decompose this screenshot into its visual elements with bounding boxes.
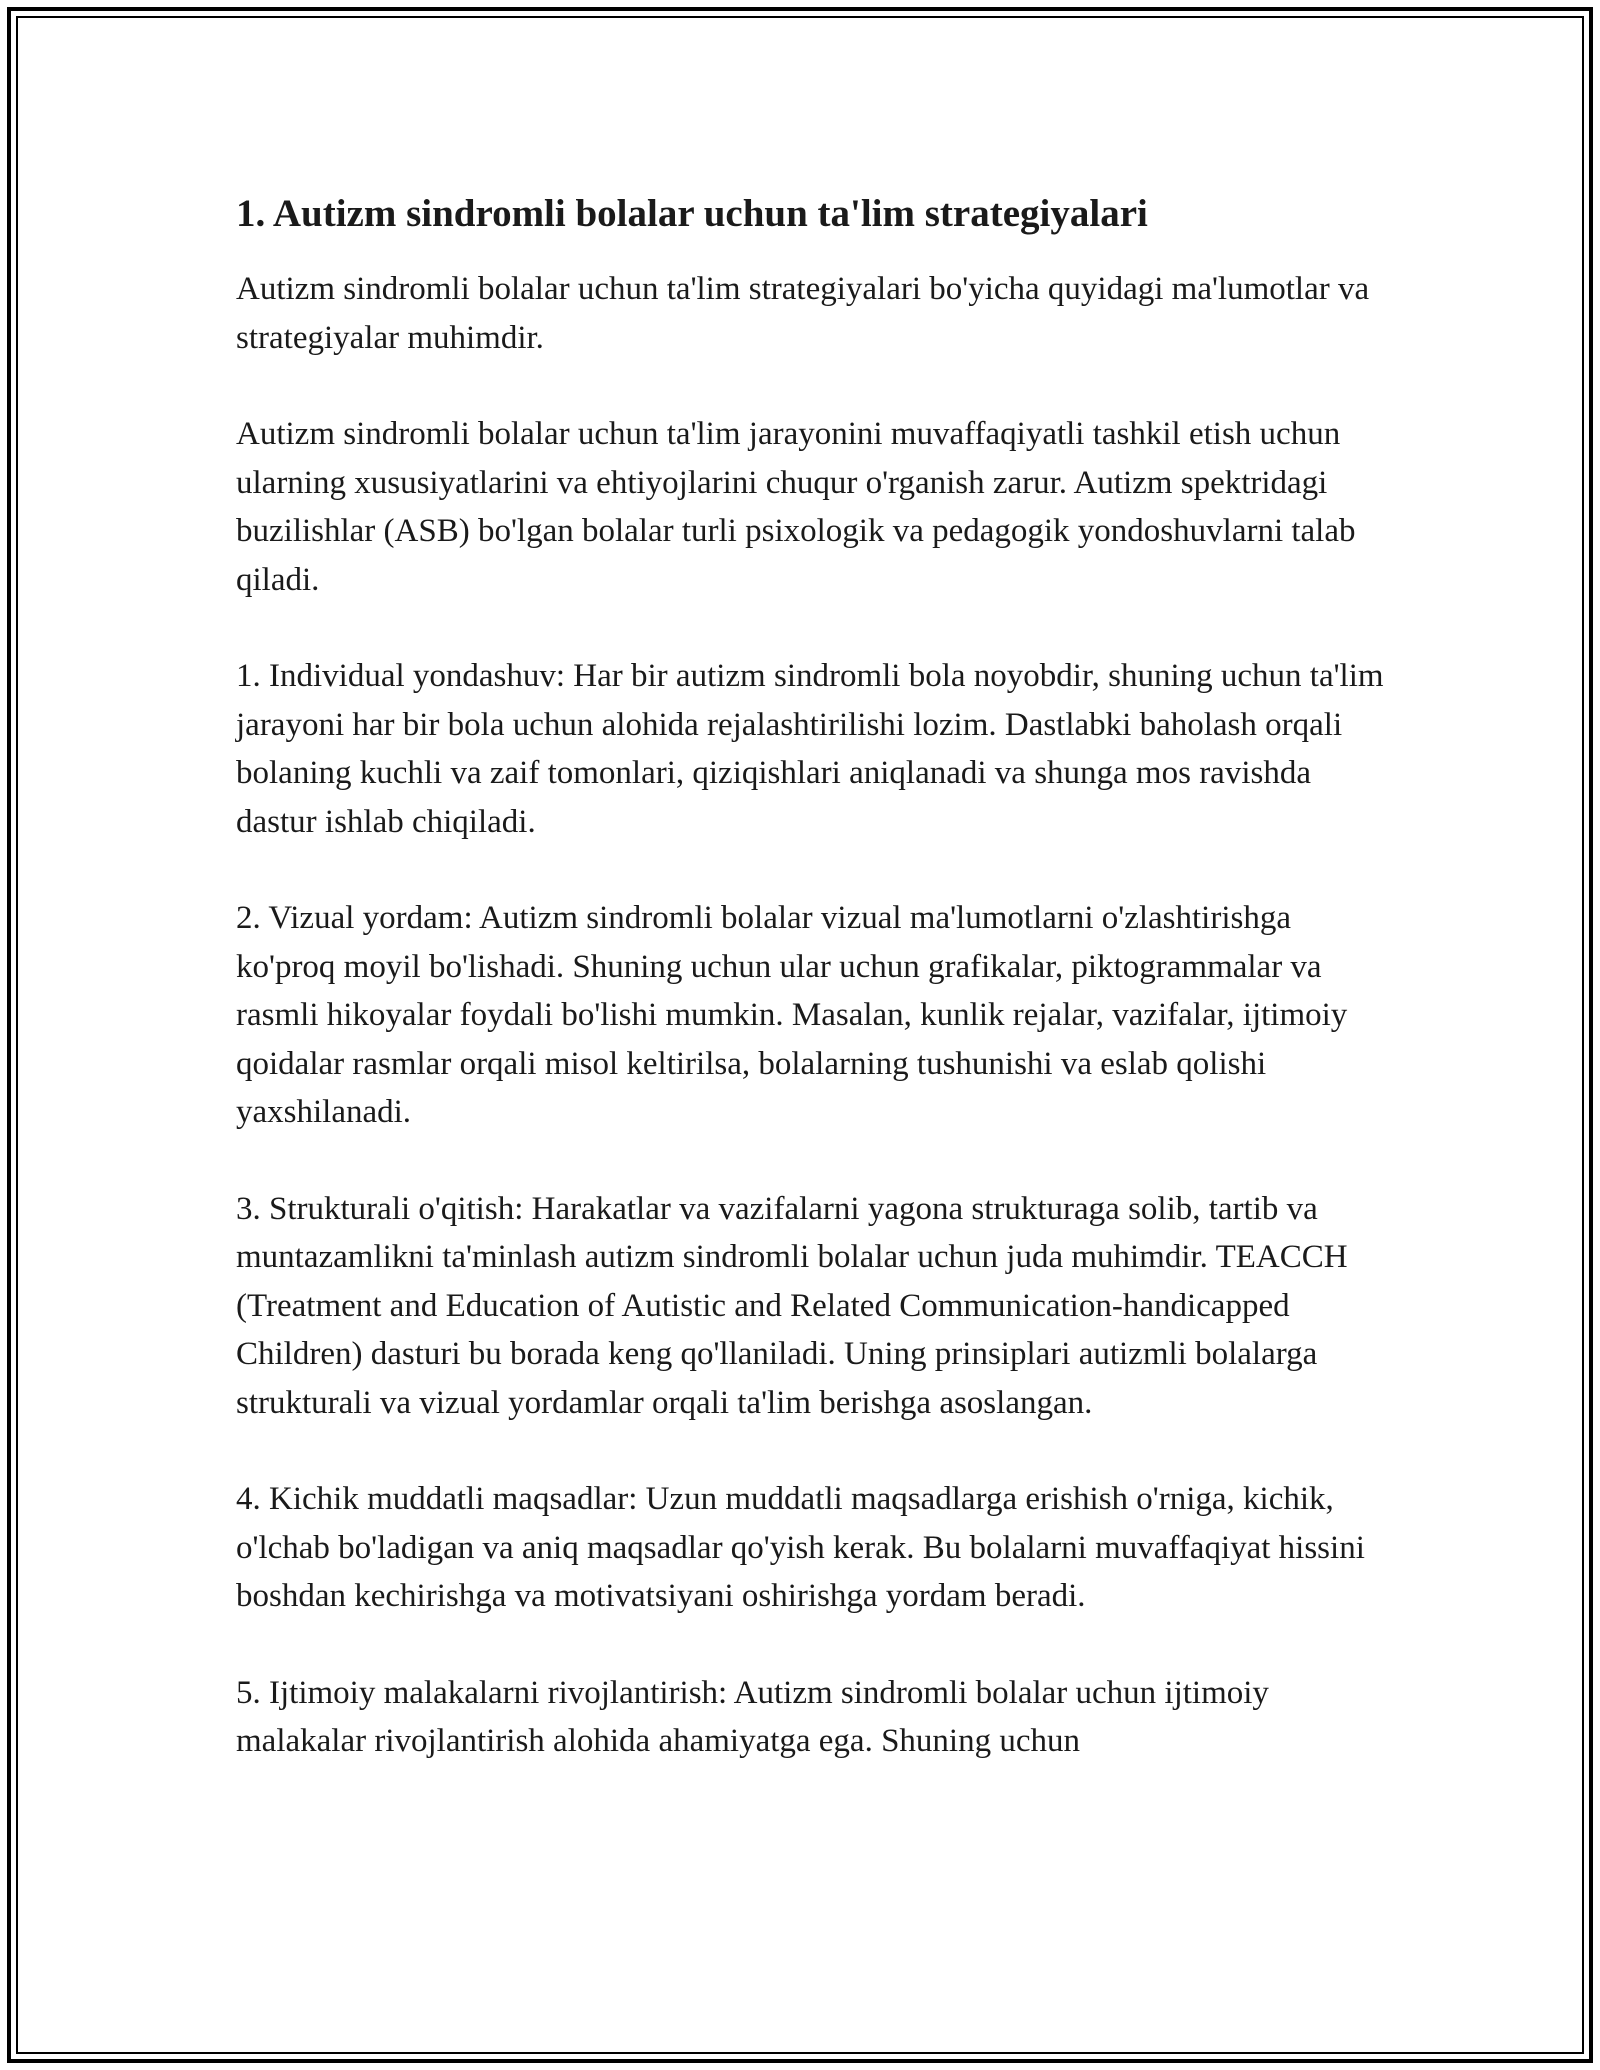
intro-paragraph: Autizm sindromli bolalar uchun ta'lim strategiyalari bo'yicha quyidagi ma'lumotlar va strategiyalar muhimdir.	[236, 271, 1370, 356]
document-title: 1. Autizm sindromli bolalar uchun ta'lim strategiyalari	[236, 192, 1148, 235]
strategy-short-term-goals: 4. Kichik muddatli maqsadlar: Uzun muddatli maqsadlarga erishish o'rniga, kichik, o'lchab bo'ladigan va aniq maqsadlar qo'yish kerak. Bu bolalarni muvaffaqiyat hissini boshdan kechirishga va motivatsiyani oshirishga yordam beradi.	[236, 1481, 1365, 1614]
strategy-social-skills: 5. Ijtimoiy malakalarni rivojlantirish: Autizm sindromli bolalar uchun ijtimoiy malakalar rivojlantirish alohida ahamiyatga ega. Shuning uchun	[236, 1674, 1269, 1759]
strategy-structured-teaching: 3. Strukturali o'qitish: Harakatlar va vazifalarni yagona strukturaga solib, tartib va muntazamlikni ta'minlash autizm sindromli bolalar uchun juda muhimdir. TEACCH (Treatment and Education of Autistic and Related Communication-handicapped Children) dasturi bu borada keng qo'llaniladi. Uning prinsiplari autizmli bolalarga strukturali va vizual yordamlar orqali ta'lim berishga asoslangan.	[236, 1190, 1348, 1421]
strategy-visual-support: 2. Vizual yordam: Autizm sindromli bolalar vizual ma'lumotlarni o'zlashtirishga ko'proq moyil bo'lishadi. Shuning uchun ular uchun grafikalar, piktogrammalar va rasmli hikoyalar foydali bo'lishi mumkin. Masalan, kunlik rejalar, vazifalar, ijtimoiy qoidalar rasmlar orqali misol keltirilsa, bolalarning tushunishi va eslab qolishi yaxshilanadi.	[236, 900, 1348, 1130]
document-body	[236, 183, 1386, 1814]
strategy-individual-approach: 1. Individual yondashuv: Har bir autizm sindromli bola noyobdir, shuning uchun ta'lim jarayoni har bir bola uchun alohida rejalashtirilishi lozim. Dastlabki baholash orqali bolaning kuchli va zaif tomonlari, qiziqishlari aniqlanadi va shunga mos ravishda dastur ishlab chiqiladi.	[236, 658, 1384, 840]
context-paragraph: Autizm sindromli bolalar uchun ta'lim jarayonini muvaffaqiyatli tashkil etish uchun ularning xususiyatlarini va ehtiyojlarini chuqur o'rganish zarur. Autizm spektridagi buzilishlar (ASB) bo'lgan bolalar turli psixologik va pedagogik yondoshuvlarni talab qiladi.	[236, 416, 1356, 598]
